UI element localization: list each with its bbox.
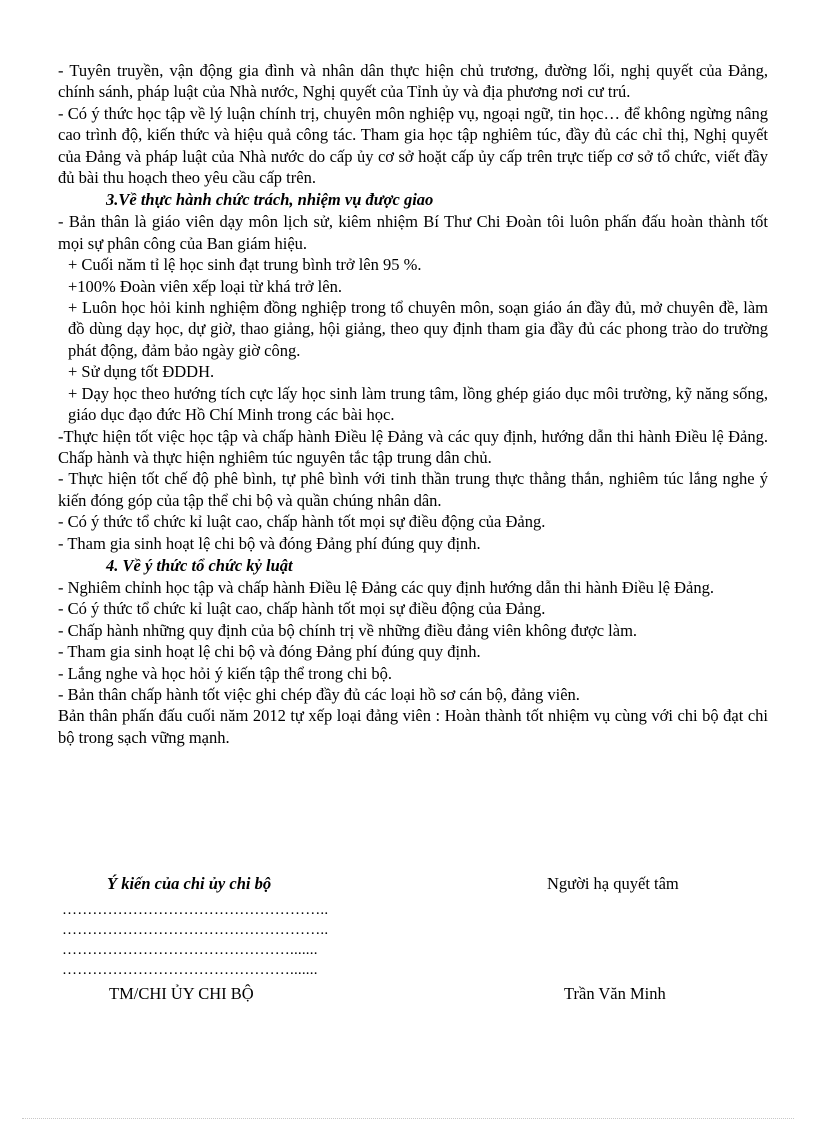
paragraph: - Tham gia sinh hoạt lệ chi bộ và đóng Đảng phí đúng quy định. [58, 533, 481, 553]
dotted-line: …………………………………………….. [62, 902, 329, 918]
paragraph: - Tuyên truyền, vận động gia đình và nhân dân thực hiện chủ trương, đường lối, nghị quyết của Đảng, chính sánh, pháp luật của Nhà nước, Nghị quyết của Tỉnh ủy và địa phương nơi cư trú. [58, 61, 768, 102]
section-heading-3: 3.Về thực hành chức trách, nhiệm vụ được giao [106, 190, 434, 210]
paragraph: - Có ý thức học tập về lý luận chính trị, chuyên môn nghiệp vụ, ngoại ngữ, tin học… để không ngừng nâng cao trình độ, kiến thức và hiệu quả công tác. Tham gia học tập nghiêm túc, đầy đủ các chỉ thị, Nghị quyết của Đảng và pháp luật của Nhà nước do cấp ủy cơ sở hoặt cấp ủy cấp trên trực tiếp cơ sở tổ chức, viết đầy đủ bài thu hoạch theo yêu cầu cấp trên. [58, 103, 768, 188]
signature-block [58, 874, 768, 1014]
document-body [58, 60, 768, 748]
paragraph: - Có ý thức tổ chức kỉ luật cao, chấp hành tốt mọi sự điều động của Đảng. [58, 599, 546, 619]
page-bottom-divider [22, 1118, 794, 1119]
paragraph: -Thực hiện tốt việc học tập và chấp hành Điều lệ Đảng và các quy định, hướng dẫn thi hành Điều lệ Đảng. Chấp hành và thực hiện nghiêm túc nguyên tắc tập trung dân chủ. [58, 426, 768, 467]
paragraph: - Lắng nghe và học hỏi ý kiến tập thể trong chi bộ. [58, 663, 393, 683]
list-item: +100% Đoàn viên xếp loại từ khá trở lên. [68, 276, 342, 296]
list-item: + Cuối năm tỉ lệ học sinh đạt trung bình trở lên 95 %. [68, 255, 422, 275]
paragraph: - Thực hiện tốt chế độ phê bình, tự phê bình với tinh thần trung thực thẳng thắn, nghiêm túc lắng nghe ý kiến đóng góp của tập thể chi bộ và quần chúng nhân dân. [58, 469, 768, 510]
paragraph: - Bản thân là giáo viên dạy môn lịch sử, kiêm nhiệm Bí Thư Chi Đoàn tôi luôn phấn đấu hoàn thành tốt mọi sự phân công của Ban giám hiệu. [58, 212, 768, 253]
paragraph: - Chấp hành những quy định của bộ chính trị về những điều đảng viên không được làm. [58, 620, 638, 640]
committee-opinion-title: Ý kiến của chi ủy chi bộ [107, 874, 272, 893]
signer-name: Trần Văn Minh [564, 984, 666, 1003]
pledger-title: Người hạ quyết tâm [547, 874, 679, 893]
paragraph: - Tham gia sinh hoạt lệ chi bộ và đóng Đảng phí đúng quy định. [58, 642, 481, 662]
dotted-line: ………………………………………....... [62, 942, 318, 958]
committee-signature: TM/CHI ỦY CHI BỘ [109, 984, 254, 1003]
section-heading-4: 4. Về ý thức tổ chức kỷ luật [106, 555, 293, 575]
dotted-line: …………………………………………….. [62, 922, 329, 938]
list-item: + Luôn học hỏi kinh nghiệm đồng nghiệp trong tổ chuyên môn, soạn giáo án đầy đủ, mở chuyên đề, làm đồ dùng dạy học, dự giờ, thao giảng, hội giảng, theo quy định tham gia đầy đủ các phong trào do trường phát động, đảm bảo ngày giờ công. [68, 298, 768, 360]
paragraph: - Có ý thức tổ chức kỉ luật cao, chấp hành tốt mọi sự điều động của Đảng. [58, 512, 546, 532]
dotted-line: ………………………………………....... [62, 962, 318, 978]
paragraph: Bản thân phấn đấu cuối năm 2012 tự xếp loại đảng viên : Hoàn thành tốt nhiệm vụ cùng với chi bộ đạt chi bộ trong sạch vững mạnh. [58, 706, 768, 747]
list-item: + Sử dụng tốt ĐDDH. [68, 362, 215, 382]
paragraph: - Bản thân chấp hành tốt việc ghi chép đầy đủ các loại hồ sơ cán bộ, đảng viên. [58, 684, 580, 704]
list-item: + Dạy học theo hướng tích cực lấy học sinh làm trung tâm, lồng ghép giáo dục môi trường, kỹ năng sống, giáo dục đạo đức Hồ Chí Minh trong các bài học. [68, 383, 768, 425]
paragraph: - Nghiêm chỉnh học tập và chấp hành Điều lệ Đảng các quy định hướng dẫn thi hành Điều lệ Đảng. [58, 577, 714, 597]
